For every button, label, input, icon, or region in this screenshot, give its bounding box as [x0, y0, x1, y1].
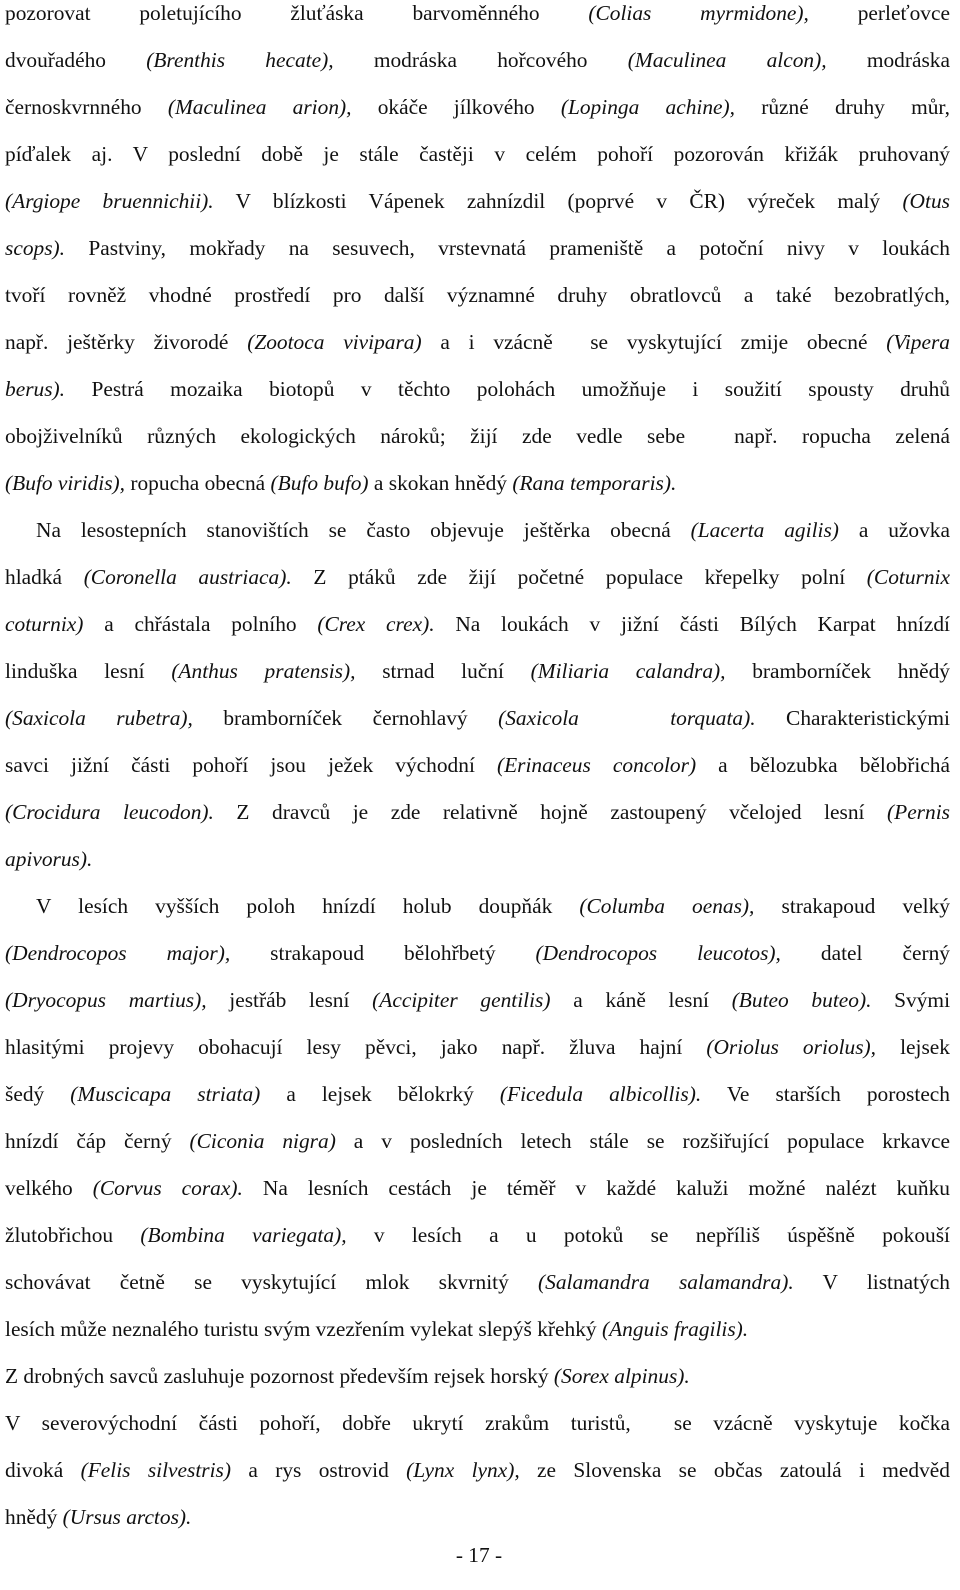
text-line: velkého (Corvus corax). Na lesních cestách je téměř v každé kaluži možné nalézt kuňku	[5, 1176, 951, 1200]
page-number: - 17 -	[455, 1543, 503, 1567]
text-line: (Argiope bruennichii). V blízkosti Vápenek zahnízdil (poprvé v ČR) výreček malý (Otus	[5, 189, 950, 213]
text-line: (Dendrocopos major), strakapoud bělohřbetý (Dendrocopos leucotos), datel černý	[5, 941, 950, 965]
text-line: linduška lesní (Anthus pratensis), strnad luční (Miliaria calandra), bramborníček hnědý	[5, 659, 950, 683]
text-line: coturnix) a chřástala polního (Crex crex). Na loukách v jižní části Bílých Karpat hnízdí	[5, 612, 950, 636]
text-line: šedý (Muscicapa striata) a lejsek bělokrký (Ficedula albicollis). Ve starších porostech	[5, 1082, 951, 1106]
text-line: (Dryocopus martius), jestřáb lesní (Accipiter gentilis) a káně lesní (Buteo buteo). Svými	[5, 988, 951, 1012]
text-line: (Bufo viridis), ropucha obecná (Bufo bufo) a skokan hnědý (Rana temporaris).	[5, 471, 677, 495]
text-line: apivorus).	[5, 847, 93, 871]
text-line: tvoří rovněž vhodné prostředí pro další významné druhy obratlovců a také bezobratlých,	[5, 283, 950, 307]
text-line: berus). Pestrá mozaika biotopů v těchto polohách umožňuje i soužití spousty druhů	[5, 377, 950, 401]
text-line: Na lesostepních stanovištích se často objevuje ještěrka obecná (Lacerta agilis) a užovka	[36, 518, 950, 542]
text-line: (Saxicola rubetra), bramborníček černohlavý (Saxicola torquata). Charakteristickými	[5, 706, 950, 730]
text-line: hnědý (Ursus arctos).	[5, 1505, 192, 1529]
text-line: V severovýchodní části pohoří, dobře ukrytí zrakům turistů, se vzácně vyskytuje kočka	[5, 1411, 950, 1435]
text-line: černoskvrnného (Maculinea arion), okáče jílkového (Lopinga achine), různé druhy můr,	[5, 95, 951, 119]
text-line: savci jižní části pohoří jsou ježek východní (Erinaceus concolor) a bělozubka bělobřichá	[5, 753, 950, 777]
text-line: Z drobných savců zasluhuje pozornost především rejsek horský (Sorex alpinus).	[5, 1364, 690, 1388]
text-line: scops). Pastviny, mokřady na sesuvech, vrstevnatá prameniště a potoční nivy v loukách	[5, 236, 950, 260]
text-line: pozorovat poletujícího žluťáska barvoměnného (Colias myrmidone), perleťovce	[5, 1, 950, 25]
text-line: hlasitými projevy obohacují lesy pěvci, jako např. žluva hajní (Oriolus oriolus), lejsek	[5, 1035, 950, 1059]
text-line: divoká (Felis silvestris) a rys ostrovid (Lynx lynx), ze Slovenska se občas zatoulá i medvěd	[5, 1458, 950, 1482]
text-line: hnízdí čáp černý (Ciconia nigra) a v posledních letech stále se rozšiřující populace krkavce	[5, 1129, 950, 1153]
text-line: píďalek aj. V poslední době je stále častěji v celém pohoří pozorován křižák pruhovaný	[5, 142, 950, 166]
document-page	[5, 0, 953, 1590]
body-text	[5, 0, 950, 1541]
text-line: žlutobřichou (Bombina variegata), v lesích a u potoků se nepříliš úspěšně pokouší	[5, 1223, 950, 1247]
text-line: obojživelníků různých ekologických nároků; žijí zde vedle sebe např. ropucha zelená	[5, 424, 950, 448]
text-line: V lesích vyšších poloh hnízdí holub doupňák (Columba oenas), strakapoud velký	[36, 894, 950, 918]
text-line: schovávat četně se vyskytující mlok skvrnitý (Salamandra salamandra). V listnatých	[5, 1270, 950, 1294]
text-line: hladká (Coronella austriaca). Z ptáků zde žijí početné populace křepelky polní (Coturnix	[5, 565, 950, 589]
text-line: dvouřadého (Brenthis hecate), modráska hořcového (Maculinea alcon), modráska	[5, 48, 950, 72]
text-line: (Crocidura leucodon). Z dravců je zde relativně hojně zastoupený včelojed lesní (Pernis	[5, 800, 950, 824]
text-line: lesích může neznalého turistu svým vzezřením vylekat slepýš křehký (Anguis fragilis).	[5, 1317, 749, 1341]
text-line: např. ještěrky živorodé (Zootoca vivipara) a i vzácně se vyskytující zmije obecné (Vipera	[5, 330, 951, 354]
